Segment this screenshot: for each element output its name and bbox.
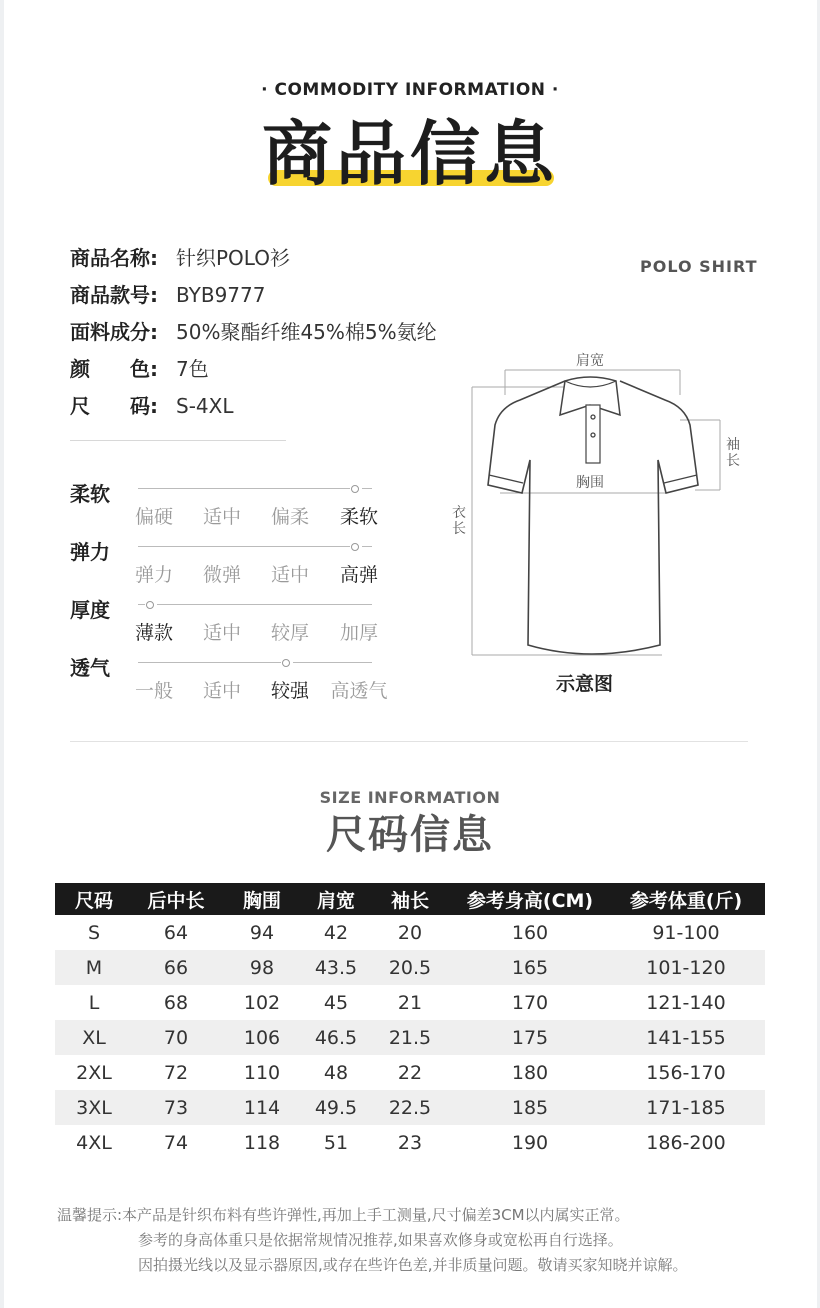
table-cell: 73 <box>133 1090 219 1125</box>
scale-marker <box>351 485 359 493</box>
table-cell: 68 <box>163 991 189 1014</box>
info-value: BYB9777 <box>176 283 266 307</box>
attribute-option: 偏柔 <box>270 506 309 528</box>
polo-shirt-en-label: POLO SHIRT <box>640 257 758 276</box>
info-row-color <box>70 354 209 384</box>
table-cell: 20.5 <box>367 950 453 985</box>
table-cell: 49.5 <box>305 1090 367 1125</box>
diagram-caption: 示意图 <box>556 673 614 695</box>
info-label: 颜 色: <box>70 357 158 381</box>
info-label: 面料成分: <box>70 320 158 344</box>
table-cell: 160 <box>511 921 549 944</box>
scale-line <box>157 604 372 605</box>
chest-label: 胸围 <box>576 475 604 491</box>
sleeve-length-label: 袖长 <box>726 437 740 469</box>
table-cell: 180 <box>511 1061 549 1084</box>
table-cell: 175 <box>453 1020 607 1055</box>
table-cell: 185 <box>453 1090 607 1125</box>
table-cell: 43.5 <box>305 950 367 985</box>
table-cell: 20 <box>397 921 423 944</box>
info-row-style-no <box>70 280 265 310</box>
attribute-option: 高弹 <box>339 564 378 586</box>
attribute-option: 适中 <box>202 622 241 644</box>
table-cell: L <box>88 991 100 1014</box>
table-row <box>55 1125 765 1160</box>
table-cell: 72 <box>163 1061 189 1084</box>
attribute-name: 厚度 <box>70 598 110 622</box>
table-cell: 45 <box>323 991 349 1014</box>
size-info-en-title: SIZE INFORMATION <box>319 788 501 807</box>
header-cell: 参考身高(CM) <box>453 883 607 915</box>
attribute-name: 透气 <box>70 656 110 680</box>
table-cell: 48 <box>323 1061 349 1084</box>
scale-line <box>293 662 372 663</box>
info-value: S-4XL <box>176 394 234 418</box>
info-row-size <box>70 391 233 421</box>
info-row-fabric <box>70 317 437 347</box>
attribute-option: 弹力 <box>134 564 173 586</box>
table-cell: 42 <box>323 921 349 944</box>
table-cell: 118 <box>243 1131 281 1154</box>
table-cell: 98 <box>219 950 305 985</box>
table-cell: 91-100 <box>652 921 720 944</box>
info-label: 尺 码: <box>70 394 158 418</box>
table-cell: 171-185 <box>607 1090 765 1125</box>
table-cell: 4XL <box>76 1131 112 1154</box>
info-label: 商品名称: <box>70 246 158 270</box>
table-cell: 46.5 <box>305 1020 367 1055</box>
table-row <box>55 950 765 985</box>
attribute-name: 柔软 <box>70 482 110 506</box>
table-cell: 64 <box>163 921 189 944</box>
body-length-label: 衣长 <box>452 505 466 537</box>
attribute-option: 较厚 <box>270 622 309 644</box>
commodity-info-en-title: · COMMODITY INFORMATION · <box>261 80 559 100</box>
attribute-option: 薄款 <box>134 622 173 644</box>
attribute-option: 较强 <box>270 680 309 702</box>
header-cell: 参考体重(斤) <box>607 883 765 915</box>
table-cell: 70 <box>133 1020 219 1055</box>
header-cell: 袖长 <box>367 883 453 915</box>
table-cell: 186-200 <box>646 1131 726 1154</box>
section-divider <box>70 741 748 742</box>
table-cell: 94 <box>249 921 275 944</box>
attribute-option: 高透气 <box>330 680 388 702</box>
table-row <box>55 1090 765 1125</box>
attribute-option: 柔软 <box>339 506 378 528</box>
size-table-header <box>55 883 765 915</box>
table-cell: 21.5 <box>367 1020 453 1055</box>
page-title: 商品信息 <box>262 113 558 195</box>
table-row <box>55 1020 765 1055</box>
attribute-option: 一般 <box>134 680 173 702</box>
shoulder-width-label: 肩宽 <box>576 353 604 369</box>
polo-shirt-diagram <box>440 345 740 665</box>
table-row <box>55 915 765 950</box>
attribute-option: 微弹 <box>202 564 241 586</box>
info-label: 商品款号: <box>70 283 158 307</box>
table-cell: 190 <box>511 1131 549 1154</box>
attribute-option: 偏硬 <box>134 506 173 528</box>
left-edge <box>0 0 4 1308</box>
header-cell: 尺码 <box>55 883 133 915</box>
table-cell: 22 <box>397 1061 423 1084</box>
table-cell: 121-140 <box>646 991 726 1014</box>
table-row <box>55 1055 765 1090</box>
info-value: 7色 <box>176 357 209 381</box>
scale-marker <box>146 601 154 609</box>
scale-marker <box>351 543 359 551</box>
attribute-name: 弹力 <box>70 540 110 564</box>
table-cell: 170 <box>511 991 549 1014</box>
attribute-option: 适中 <box>270 564 309 586</box>
scale-line <box>362 488 372 489</box>
table-row <box>55 985 765 1020</box>
scale-marker <box>282 659 290 667</box>
attribute-option: 适中 <box>202 680 241 702</box>
table-cell: 74 <box>163 1131 189 1154</box>
table-cell: M <box>55 950 133 985</box>
table-cell: S <box>87 921 101 944</box>
table-cell: 23 <box>397 1131 423 1154</box>
table-cell: 3XL <box>55 1090 133 1125</box>
info-row-name <box>70 243 290 273</box>
table-cell: 114 <box>219 1090 305 1125</box>
scale-line <box>138 604 145 605</box>
tip-line-3: 因拍摄光线以及显示器原因,或存在些许色差,并非质量问题。敬请买家知晓并谅解。 <box>138 1256 688 1274</box>
table-cell: 165 <box>453 950 607 985</box>
table-cell: 51 <box>323 1131 349 1154</box>
table-cell: XL <box>55 1020 133 1055</box>
scale-line <box>138 546 350 547</box>
scale-line <box>362 546 372 547</box>
tip-line-2: 参考的身高体重只是依据常规情况推荐,如果喜欢修身或宽松再自行选择。 <box>138 1231 623 1249</box>
table-cell: 156-170 <box>646 1061 726 1084</box>
table-cell: 2XL <box>76 1061 112 1084</box>
table-cell: 110 <box>243 1061 281 1084</box>
size-table <box>55 883 765 1160</box>
table-cell: 101-120 <box>607 950 765 985</box>
table-cell: 141-155 <box>607 1020 765 1055</box>
header-cell: 肩宽 <box>305 883 367 915</box>
header-cell: 胸围 <box>219 883 305 915</box>
size-info-title: 尺码信息 <box>326 812 494 858</box>
table-cell: 102 <box>243 991 281 1014</box>
table-cell: 21 <box>397 991 423 1014</box>
table-cell: 106 <box>219 1020 305 1055</box>
tip-line-1: 温馨提示:本产品是针织布料有些许弹性,再加上手工测量,尺寸偏差3CM以内属实正常。 <box>57 1206 630 1224</box>
info-divider <box>70 440 286 441</box>
scale-line <box>138 662 281 663</box>
attribute-option: 加厚 <box>339 622 378 644</box>
header-cell: 后中长 <box>133 883 219 915</box>
info-value: 50%聚酯纤维45%棉5%氨纶 <box>176 320 437 344</box>
scale-line <box>138 488 350 489</box>
info-value: 针织POLO衫 <box>176 246 290 270</box>
table-cell: 66 <box>133 950 219 985</box>
attribute-option: 适中 <box>202 506 241 528</box>
table-cell: 22.5 <box>367 1090 453 1125</box>
